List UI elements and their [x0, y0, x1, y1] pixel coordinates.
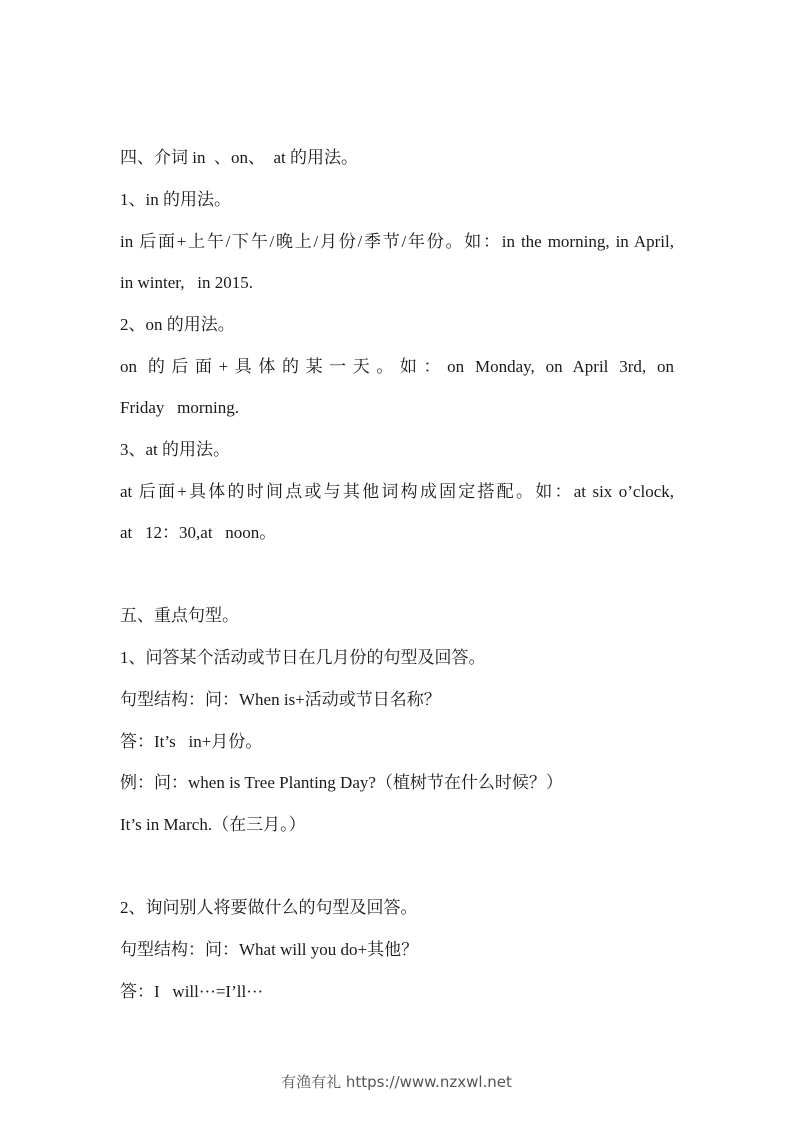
section-5-heading: 五、重点句型。: [120, 606, 239, 625]
pattern1-title: 1、问答某个活动或节日在几月份的句型及回答。: [120, 648, 486, 667]
on-usage-title: 2、on 的用法。: [120, 315, 235, 334]
pattern2-structure: 句型结构：问：What will you do+其他？: [120, 940, 419, 959]
pattern1-example-answer: It’s in March.（在三月。）: [120, 815, 306, 834]
pattern2-answer: 答：I will···=I’ll···: [120, 982, 264, 1001]
at-usage-rule-line1: at 后面+具体的时间点或与其他词构成固定搭配。如：at six o’clock,: [120, 482, 674, 501]
in-usage-rule-line1: in 后面+上午/下午/晚上/月份/季节/年份。如：in the morning, in April,: [120, 232, 674, 251]
at-usage-rule-line2: at 12：30,at noon。: [120, 523, 277, 542]
pattern1-answer: 答：It’s in+月份。: [120, 732, 263, 751]
on-usage-rule-line2: Friday morning.: [120, 398, 239, 417]
in-usage-rule-line2: in winter, in 2015.: [120, 273, 253, 292]
on-usage-rule-line1: on 的后面+具体的某一天。如：on Monday, on April 3rd, on: [120, 357, 674, 376]
pattern1-structure: 句型结构：问：When is+活动或节日名称？: [120, 690, 441, 709]
pattern1-example-question: 例：问：when is Tree Planting Day?（植树节在什么时候？）: [120, 773, 563, 792]
section-4-heading: 四、介词 in 、on、 at 的用法。: [120, 148, 358, 167]
pattern2-title: 2、询问别人将要做什么的句型及回答。: [120, 898, 418, 917]
at-usage-title: 3、at 的用法。: [120, 440, 231, 459]
in-usage-title: 1、in 的用法。: [120, 190, 231, 209]
footer-watermark: 有渔有礼 https://www.nzxwl.net: [281, 1073, 512, 1091]
